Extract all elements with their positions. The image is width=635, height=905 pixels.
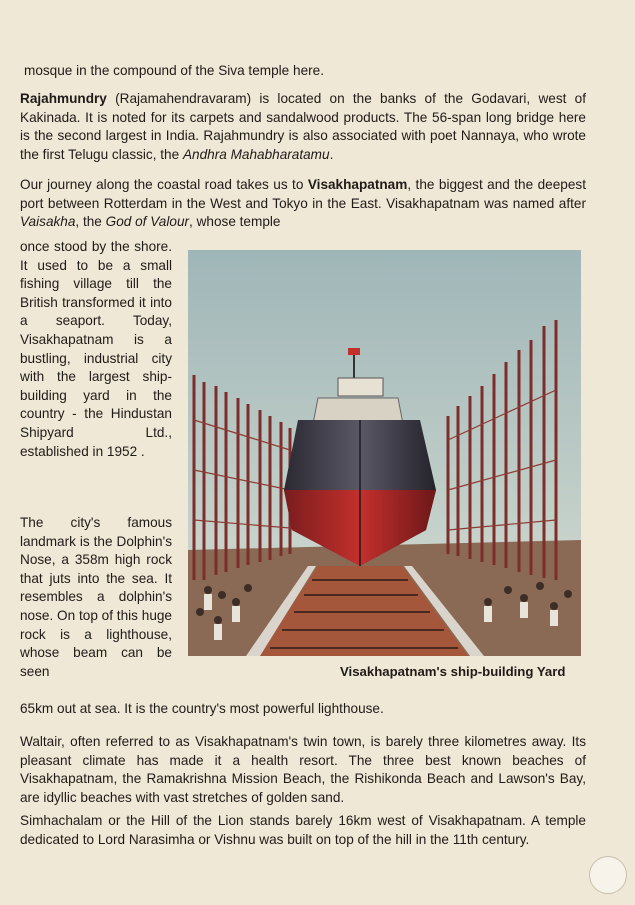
paragraph-mosque: mosque in the compound of the Siva temple here. <box>24 63 324 78</box>
paragraph-simhachalam: Simhachalam or the Hill of the Lion stands barely 16km west of Visakhapatnam. A temple dedicated to Lord Narasimha or Vishnu was built on top of the hill in the 11th century. <box>20 813 586 847</box>
place-name-rajahmundry: Rajahmundry <box>20 91 107 106</box>
paragraph-fishing-village: once stood by the shore. It used to be a small fishing village till the British transformed it into a seaport. Today, Visakhapatnam is a bustling, industrial city with the largest ship-building yard in the country - the Hindustan Shipyard Ltd., established in 1952 . <box>20 239 172 459</box>
paragraph-visakhapatnam-intro: Our journey along the coastal road takes us to Visakhapatnam, the biggest and the deepest port between Rotterdam in the West and Tokyo in the East. Visakhapatnam was named after Vaisakha, the God of Valour, whose temple <box>20 177 586 230</box>
place-name-visakhapatnam: Visakhapatnam <box>307 177 408 192</box>
paragraph-lighthouse: 65km out at sea. It is the country's most powerful lighthouse. <box>20 701 384 716</box>
shipyard-illustration <box>188 250 581 656</box>
book-title: Andhra Mahabharatamu <box>182 146 330 162</box>
shipyard-drawing <box>188 250 581 656</box>
paragraph-waltair: Waltair, often referred to as Visakhapatnam's twin town, is barely three kilometres away. Its pleasant climate has made it a health resort. The three best known beaches of Visakhapatnam, the Ramakrishna Mission Beach, the Rishikonda Beach and Lawson's Bay, are idyllic beaches with vast stretches of golden sand. <box>20 734 586 805</box>
figure-caption: Visakhapatnam's ship-building Yard <box>340 664 566 679</box>
paragraph-dolphins-nose: The city's famous landmark is the Dolphin's Nose, a 358m high rock that juts into the sea. It resembles a dolphin's nose. On top of this huge rock is a lighthouse, whose beam can be seen <box>20 515 172 679</box>
paragraph-rajahmundry: Rajahmundry (Rajamahendravaram) is located on the banks of the Godavari, west of Kakinada. It is noted for its carpets and sandalwood products. The 56-span long bridge here is the second largest in India. Rajahmundry is also associated with poet Nannaya, who wrote the first Telugu classic, the Andhra Mahabharatamu. <box>20 91 586 162</box>
publisher-logo <box>589 856 627 894</box>
